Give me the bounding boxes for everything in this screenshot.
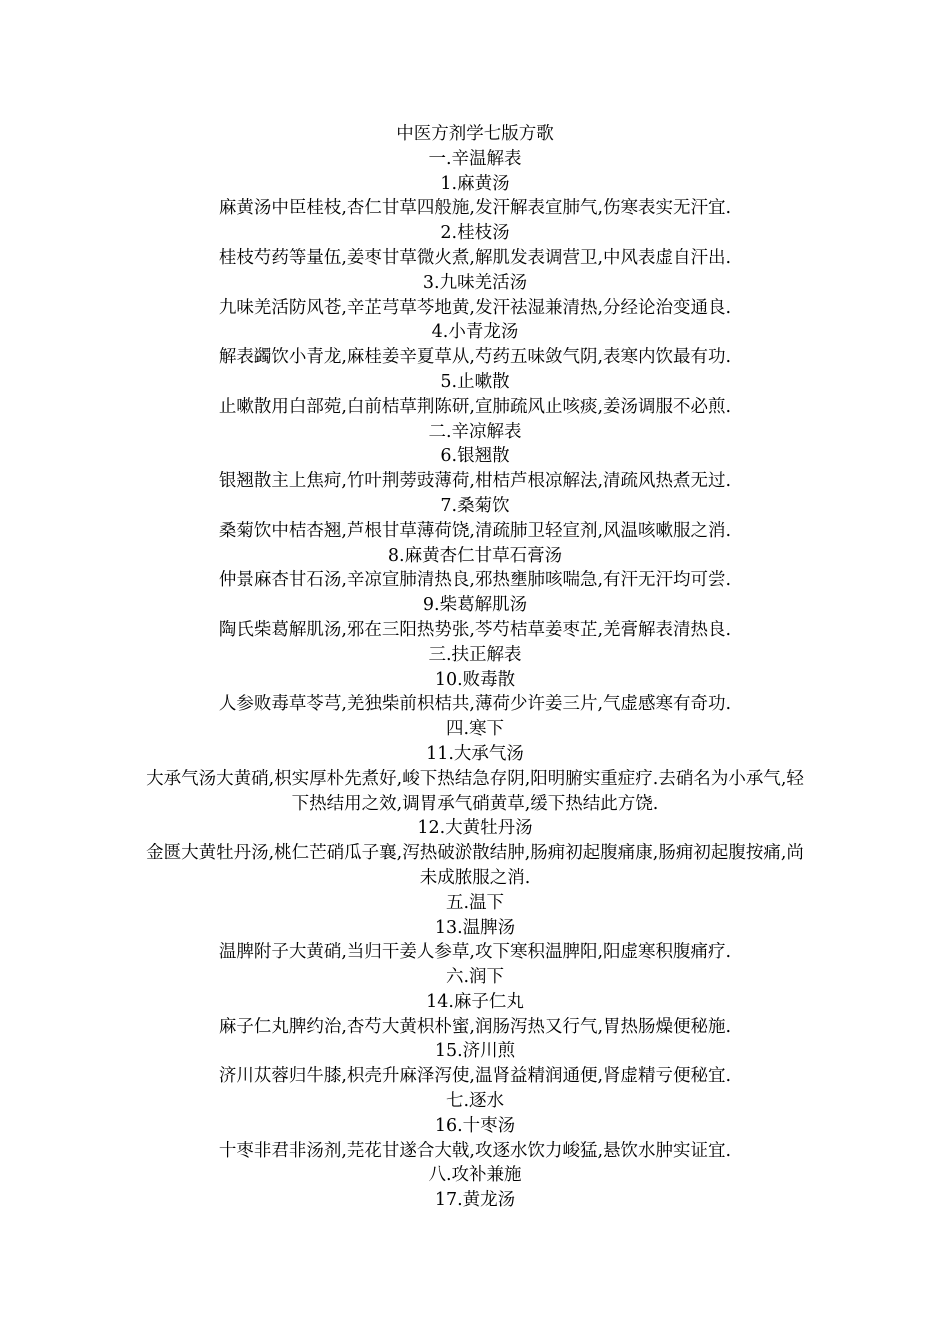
formula-verse: 陶氏柴葛解肌汤,邪在三阳热势张,芩芍桔草姜枣芷,羌膏解表清热良. xyxy=(218,619,732,640)
document-title: 中医方剂学七版方歌 xyxy=(396,124,554,144)
formula-title: 16.十枣汤 xyxy=(434,1115,516,1136)
section-heading: 六.润下 xyxy=(445,967,505,988)
section-heading: 三.扶正解表 xyxy=(428,644,522,665)
formula-title: 1.麻黄汤 xyxy=(440,173,510,194)
formula-verse: 麻黄汤中臣桂枝,杏仁甘草四般施,发汗解表宣肺气,伤寒表实无汗宜. xyxy=(218,198,732,219)
formula-verse: 解表蠲饮小青龙,麻桂姜辛夏草从,芍药五味敛气阴,表寒内饮最有功. xyxy=(218,347,732,368)
formula-title: 11.大承气汤 xyxy=(426,743,524,764)
section-heading: 一.辛温解表 xyxy=(428,148,522,169)
section-heading: 四.寒下 xyxy=(445,719,505,740)
formula-verse: 桂枝芍药等量伍,姜枣甘草微火煮,解肌发表调营卫,中风表虚自汗出. xyxy=(218,247,732,268)
formula-title: 17.黄龙汤 xyxy=(434,1190,516,1211)
formula-verse: 济川苁蓉归牛膝,枳壳升麻泽泻使,温肾益精润通便,肾虚精亏便秘宜. xyxy=(218,1066,732,1087)
section-heading: 五.温下 xyxy=(445,892,505,913)
formula-title: 14.麻子仁丸 xyxy=(426,991,524,1012)
document-body xyxy=(140,122,810,1213)
section-heading: 八.攻补兼施 xyxy=(428,1165,522,1186)
formula-verse: 麻子仁丸脾约治,杏芍大黄枳朴蜜,润肠泻热又行气,胃热肠燥便秘施. xyxy=(218,1016,732,1037)
formula-verse: 银翘散主上焦疴,竹叶荆蒡豉薄荷,柑桔芦根凉解法,清疏风热煮无过. xyxy=(218,471,732,492)
formula-verse: 人参败毒草苓芎,羌独柴前枳桔共,薄荷少许姜三片,气虚感寒有奇功. xyxy=(218,694,732,715)
formula-title: 7.桑菊饮 xyxy=(440,495,510,516)
formula-verse: 大承气汤大黄硝,枳实厚朴先煮好,峻下热结急存阴,阳明腑实重症疗.去硝名为小承气,轻下热结用之效,调胃承气硝黄草,缓下热结此方饶. xyxy=(146,768,804,814)
section-heading: 七.逐水 xyxy=(445,1091,505,1112)
formula-title: 9.柴葛解肌汤 xyxy=(422,595,528,616)
formula-verse: 十枣非君非汤剂,芫花甘遂合大戟,攻逐水饮力峻猛,悬饮水肿实证宜. xyxy=(218,1140,732,1161)
formula-title: 10.败毒散 xyxy=(434,669,516,690)
formula-title: 2.桂枝汤 xyxy=(440,223,510,244)
formula-verse: 金匮大黄牡丹汤,桃仁芒硝瓜子襄,泻热破淤散结肿,肠痈初起腹痛康,肠痈初起腹按痛,尚未成脓服之消. xyxy=(146,843,804,888)
formula-title: 12.大黄牡丹汤 xyxy=(417,818,533,839)
formula-title: 3.九味羌活汤 xyxy=(422,272,528,293)
formula-title: 15.济川煎 xyxy=(434,1041,516,1062)
section-heading: 二.辛凉解表 xyxy=(428,421,522,442)
formula-title: 13.温脾汤 xyxy=(434,917,516,938)
formula-verse: 桑菊饮中桔杏翘,芦根甘草薄荷饶,清疏肺卫轻宣剂,风温咳嗽服之消. xyxy=(218,520,732,541)
formula-title: 6.银翘散 xyxy=(440,446,510,467)
formula-title: 5.止嗽散 xyxy=(440,371,510,392)
formula-title: 8.麻黄杏仁甘草石膏汤 xyxy=(387,545,563,566)
formula-verse: 温脾附子大黄硝,当归干姜人参草,攻下寒积温脾阳,阳虚寒积腹痛疗. xyxy=(218,942,732,963)
formula-verse: 止嗽散用白部菀,白前桔草荆陈研,宣肺疏风止咳痰,姜汤调服不必煎. xyxy=(218,396,732,417)
formula-title: 4.小青龙汤 xyxy=(431,322,519,343)
formula-verse: 九味羌活防风苍,辛芷芎草芩地黄,发汗祛湿兼清热,分经论治变通良. xyxy=(218,297,732,318)
formula-verse: 仲景麻杏甘石汤,辛凉宣肺清热良,邪热壅肺咳喘急,有汗无汗均可尝. xyxy=(218,570,732,591)
